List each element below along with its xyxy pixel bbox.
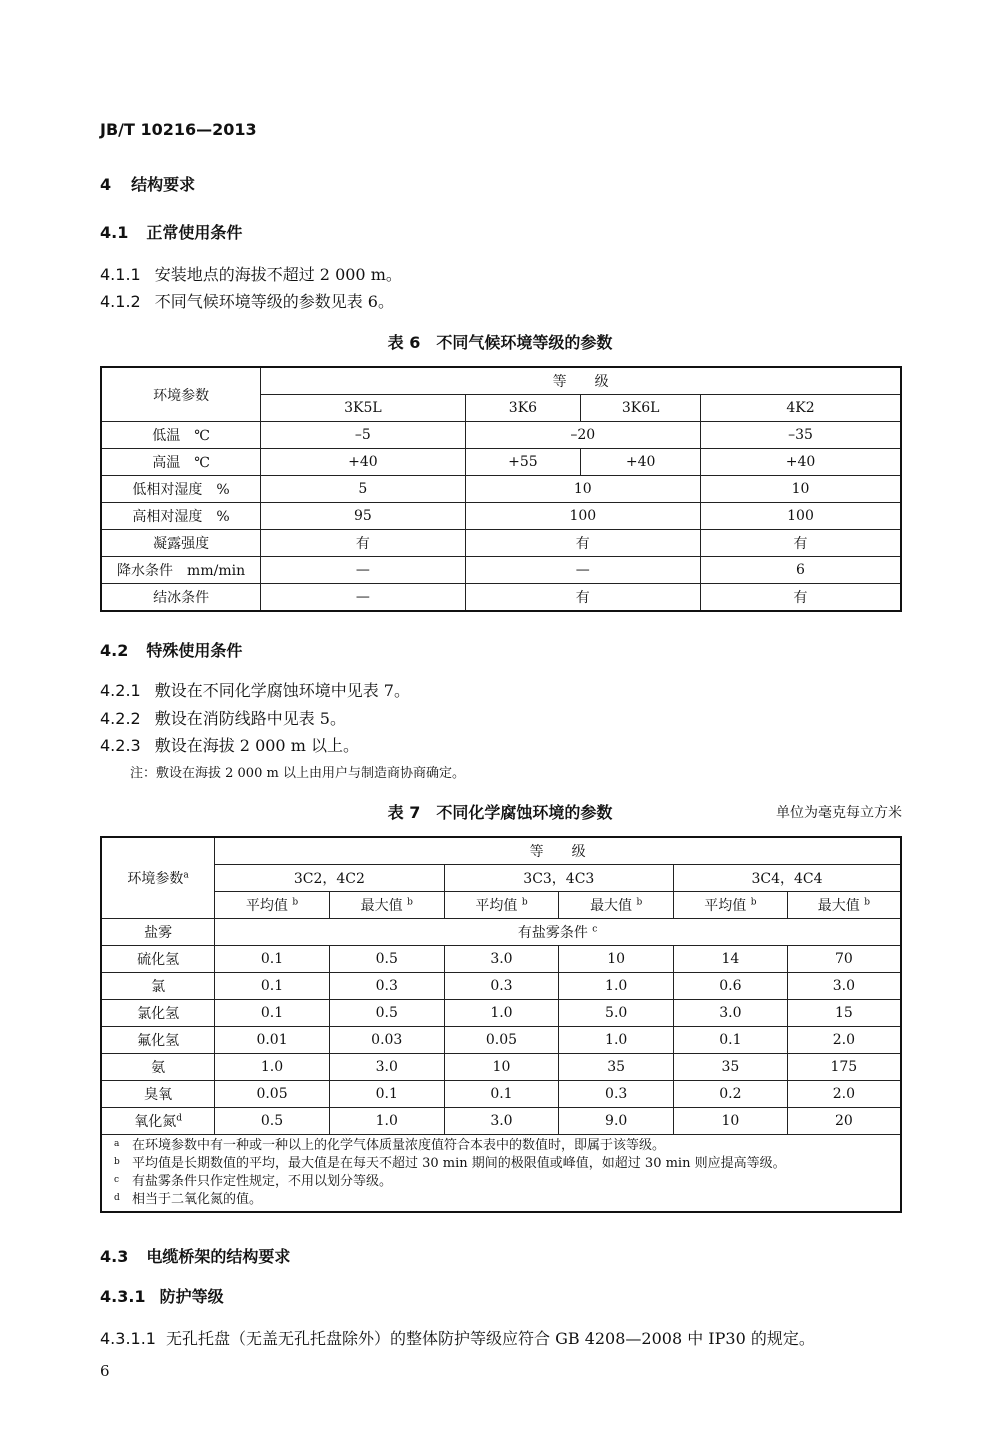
- clause-4-1-1: [100, 262, 402, 285]
- grade-group: 3C2，4C2: [215, 865, 444, 892]
- table-6-caption: 表 6 不同气候环境等级的参数: [387, 333, 613, 352]
- table-cell: 0.6: [674, 973, 788, 1000]
- section-number: 4.3.1: [100, 1287, 146, 1306]
- table-cell: +40: [701, 449, 901, 476]
- section-number: 4.2: [100, 641, 129, 660]
- avg-header: 平均值 $^b$: [215, 892, 330, 919]
- param-header: 环境参数$^a$: [101, 837, 215, 919]
- table-cell: 0.3: [559, 1081, 674, 1108]
- row-label: 凝露强度: [101, 530, 261, 557]
- table-cell: 有: [465, 530, 700, 557]
- max-header: 最大值 $^b$: [559, 892, 674, 919]
- table-cell: 0.1: [215, 1000, 330, 1027]
- table-cell: —: [261, 584, 465, 612]
- max-header: 最大值 $^b$: [329, 892, 444, 919]
- table-cell: 1.0: [559, 973, 674, 1000]
- table-cell: 100: [701, 503, 901, 530]
- row-label: 低温 ℃: [101, 422, 261, 449]
- grade-cell: 4K2: [701, 395, 901, 422]
- table-cell: 100: [465, 503, 700, 530]
- clause-text: 敷设在海拔 2 000 m 以上。: [154, 736, 359, 755]
- row-label: 氧化氮$^d$: [101, 1108, 215, 1135]
- table-cell: 95: [261, 503, 465, 530]
- table-row: [101, 476, 901, 503]
- clause-number: 4.1.2: [100, 292, 141, 311]
- table-cell: 0.1: [329, 1081, 444, 1108]
- max-header: 最大值 $^b$: [787, 892, 901, 919]
- table-cell: 1.0: [444, 1000, 559, 1027]
- clause-text: 不同气候环境等级的参数见表 6。: [154, 292, 394, 311]
- grade-header: 等 级: [261, 367, 901, 395]
- row-label: 盐雾: [101, 919, 215, 946]
- row-label: 高温 ℃: [101, 449, 261, 476]
- row-label: 结冰条件: [101, 584, 261, 612]
- table-7-caption: 表 7 不同化学腐蚀环境的参数: [387, 803, 613, 822]
- table-cell: +55: [465, 449, 581, 476]
- table-cell: 0.03: [329, 1027, 444, 1054]
- row-label: 氯化氢: [101, 1000, 215, 1027]
- table-cell: 15: [787, 1000, 901, 1027]
- table-row: [101, 422, 901, 449]
- clause-4-1-2: [100, 289, 394, 312]
- table-cell: 0.01: [215, 1027, 330, 1054]
- table-cell: 0.05: [444, 1027, 559, 1054]
- table-cell: 10: [674, 1108, 788, 1135]
- section-title: 特殊使用条件: [146, 641, 243, 660]
- table-row: [101, 530, 901, 557]
- table-cell: 6: [701, 557, 901, 584]
- table-cell: 9.0: [559, 1108, 674, 1135]
- table-cell: 3.0: [444, 1108, 559, 1135]
- table-cell: 0.3: [329, 973, 444, 1000]
- clause-4-2-3: [100, 733, 359, 756]
- document-header: JB/T 10216—2013: [100, 120, 257, 139]
- clause-text: 安装地点的海拔不超过 2 000 m。: [154, 265, 402, 284]
- row-label: 高相对湿度 %: [101, 503, 261, 530]
- table-cell: 14: [674, 946, 788, 973]
- table-cell: 10: [559, 946, 674, 973]
- clause-text: 敷设在消防线路中见表 5。: [154, 709, 346, 728]
- table-cell: 1.0: [329, 1108, 444, 1135]
- table-row: [101, 919, 901, 946]
- footnote: a 在环境参数中有一种或一种以上的化学气体质量浓度值符合本表中的数值时，即属于该等级。: [114, 1138, 666, 1153]
- clause-number: 4.2.3: [100, 736, 141, 755]
- table-cell: 0.1: [444, 1081, 559, 1108]
- table-cell: 5.0: [559, 1000, 674, 1027]
- table-cell: —: [465, 557, 700, 584]
- table-cell: —: [261, 557, 465, 584]
- table-cell: 3.0: [674, 1000, 788, 1027]
- clause-text: 敷设在不同化学腐蚀环境中见表 7。: [154, 681, 410, 700]
- table-row: [101, 1000, 901, 1027]
- table-cell: 70: [787, 946, 901, 973]
- table-cell: 10: [701, 476, 901, 503]
- row-label: 氟化氢: [101, 1027, 215, 1054]
- grade-cell: 3K5L: [261, 395, 465, 422]
- footnote: b 平均值是长期数值的平均，最大值是在每天不超过 30 min 期间的极限值或峰值，如超过 30 min 则应提高等级。: [114, 1156, 786, 1171]
- param-header: 环境参数: [101, 367, 261, 422]
- table-7-footnotes: [101, 1135, 901, 1213]
- table-row: [101, 557, 901, 584]
- table-row: [101, 1027, 901, 1054]
- avg-header: 平均值 $^b$: [444, 892, 559, 919]
- row-label: 降水条件 mm/min: [101, 557, 261, 584]
- grade-cell: 3K6L: [581, 395, 701, 422]
- row-label: 氯: [101, 973, 215, 1000]
- row-label: 硫化氢: [101, 946, 215, 973]
- table-row: [101, 449, 901, 476]
- section-4-3-1-heading: [100, 1284, 224, 1307]
- section-4-heading: [100, 172, 195, 195]
- clause-text: 无孔托盘（无盖无孔托盘除外）的整体防护等级应符合 GB 4208—2008 中 IP30 的规定。: [165, 1329, 815, 1348]
- table-cell: 1.0: [215, 1054, 330, 1081]
- clause-4-2-1: [100, 678, 410, 701]
- table-cell: 3.0: [329, 1054, 444, 1081]
- row-label: 臭氧: [101, 1081, 215, 1108]
- table-cell: 有: [465, 584, 700, 612]
- table-7-unit: 单位为毫克每立方米: [776, 805, 902, 821]
- table-cell: +40: [261, 449, 465, 476]
- section-number: 4.3: [100, 1247, 129, 1266]
- grade-group: 3C4，4C4: [674, 865, 901, 892]
- table-7: [100, 836, 902, 1213]
- section-title: 结构要求: [131, 175, 196, 194]
- grade-cell: 3K6: [465, 395, 581, 422]
- section-title: 防护等级: [159, 1287, 224, 1306]
- table-cell: 2.0: [787, 1081, 901, 1108]
- table-cell: 5: [261, 476, 465, 503]
- table-cell: 0.5: [329, 1000, 444, 1027]
- table-cell: 10: [444, 1054, 559, 1081]
- section-title: 电缆桥架的结构要求: [146, 1247, 291, 1266]
- table-row: [101, 503, 901, 530]
- table-cell: 3.0: [787, 973, 901, 1000]
- section-title: 正常使用条件: [146, 223, 243, 242]
- table-cell: 有: [701, 530, 901, 557]
- clause-number: 4.3.1.1: [100, 1329, 156, 1348]
- table-cell: 有: [261, 530, 465, 557]
- table-cell: 1.0: [559, 1027, 674, 1054]
- table-cell: 有盐雾条件 $^c$: [215, 919, 901, 946]
- section-number: 4.1: [100, 223, 129, 242]
- note: 注：敷设在海拔 2 000 m 以上由用户与制造商协商确定。: [130, 766, 465, 781]
- section-number: 4: [100, 175, 112, 194]
- table-cell: 3.0: [444, 946, 559, 973]
- page-number: 6: [100, 1362, 110, 1380]
- table-6: [100, 366, 902, 612]
- footnote: d 相当于二氧化氮的值。: [114, 1192, 263, 1207]
- table-cell: –20: [465, 422, 700, 449]
- table-cell: 20: [787, 1108, 901, 1135]
- table-cell: 175: [787, 1054, 901, 1081]
- table-cell: 有: [701, 584, 901, 612]
- clause-number: 4.1.1: [100, 265, 141, 284]
- table-cell: 0.1: [215, 973, 330, 1000]
- row-label: 氨: [101, 1054, 215, 1081]
- clause-4-2-2: [100, 706, 346, 729]
- table-cell: 2.0: [787, 1027, 901, 1054]
- table-cell: +40: [581, 449, 701, 476]
- table-cell: 10: [465, 476, 700, 503]
- table-row: [101, 973, 901, 1000]
- table-cell: 0.2: [674, 1081, 788, 1108]
- section-4-3-heading: [100, 1244, 290, 1267]
- footnote: c 有盐雾条件只作定性规定，不用以划分等级。: [114, 1174, 393, 1189]
- table-row: [101, 1081, 901, 1108]
- table-cell: 0.1: [215, 946, 330, 973]
- table-cell: 0.1: [674, 1027, 788, 1054]
- table-cell: –35: [701, 422, 901, 449]
- clause-number: 4.2.1: [100, 681, 141, 700]
- table-cell: 0.5: [215, 1108, 330, 1135]
- table-row: [101, 946, 901, 973]
- section-4-2-heading: [100, 638, 242, 661]
- avg-header: 平均值 $^b$: [674, 892, 788, 919]
- table-cell: 35: [559, 1054, 674, 1081]
- table-cell: 35: [674, 1054, 788, 1081]
- table-row: [101, 584, 901, 612]
- section-4-1-heading: [100, 220, 242, 243]
- grade-header: 等 级: [215, 837, 901, 865]
- clause-4-3-1-1: [100, 1326, 815, 1349]
- table-cell: –5: [261, 422, 465, 449]
- table-row: [101, 1108, 901, 1135]
- table-cell: 0.05: [215, 1081, 330, 1108]
- table-cell: 0.3: [444, 973, 559, 1000]
- footnote-marker: a: [183, 870, 189, 881]
- table-cell: 0.5: [329, 946, 444, 973]
- grade-group: 3C3，4C3: [444, 865, 673, 892]
- clause-number: 4.2.2: [100, 709, 141, 728]
- row-label: 低相对湿度 %: [101, 476, 261, 503]
- table-row: [101, 1054, 901, 1081]
